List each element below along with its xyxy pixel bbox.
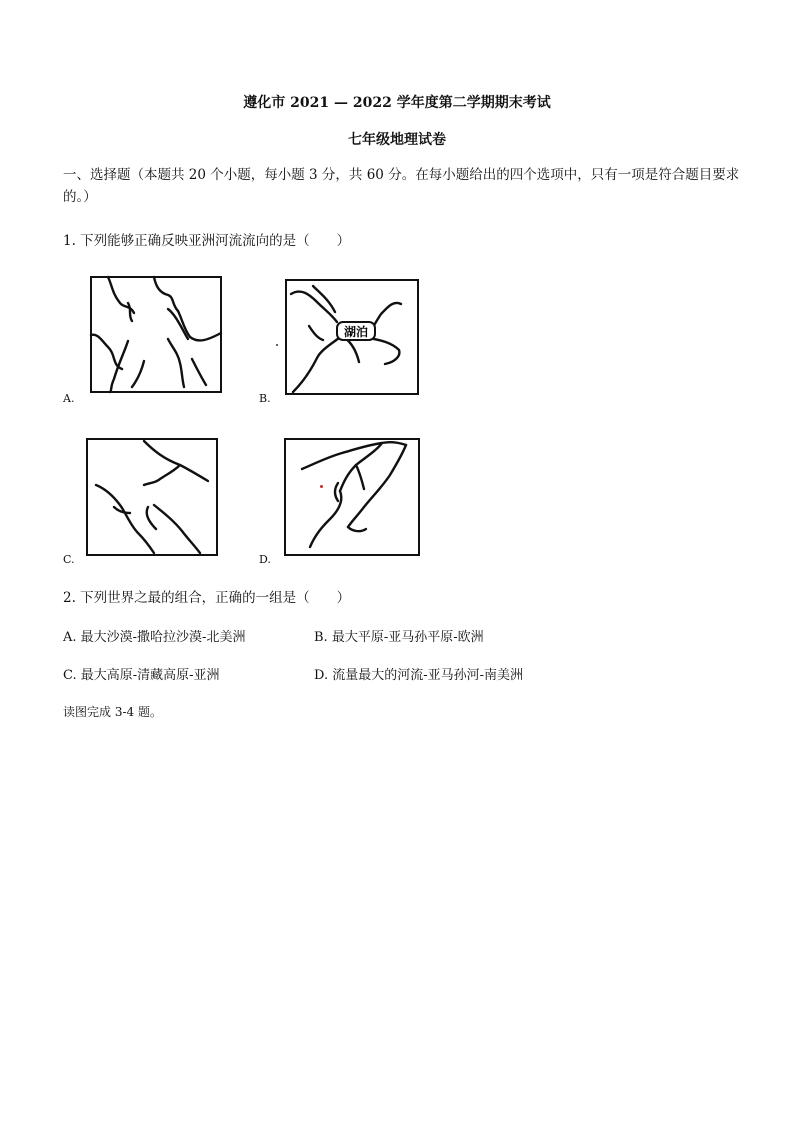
question-2-option-c: C. 最大高原-清藏高原-亚洲 [63, 668, 220, 683]
option-label-c: C. [63, 553, 75, 566]
scan-speck [276, 344, 278, 346]
option-label-b: B. [259, 392, 271, 405]
section-heading: 一、选择题（本题共 20 个小题，每小题 3 分，共 60 分。在每小题给出的四个选项中，只有一项是符合题目要求的。） [63, 167, 740, 205]
exam-title: 遵化市 2021 — 2022 学年度第二学期期末考试 [243, 95, 551, 111]
question-1-stem: 1. 下列能够正确反映亚洲河流流向的是（ ） [63, 233, 351, 249]
exam-subtitle: 七年级地理试卷 [348, 132, 446, 148]
question-2-option-d: D. 流量最大的河流-亚马孙河-南美洲 [314, 668, 524, 683]
question-2-option-b: B. 最大平原-亚马孙平原-欧洲 [314, 630, 484, 645]
scan-speck [320, 485, 323, 488]
question-2-stem: 2. 下列世界之最的组合，正确的一组是（ ） [63, 590, 351, 606]
river-map-c [84, 437, 220, 559]
river-map-b [283, 278, 421, 398]
river-map-a [88, 275, 224, 395]
option-label-a: A. [63, 392, 75, 405]
lake-label: 湖泊 [343, 325, 369, 339]
figure-note: 读图完成 3-4 题。 [63, 705, 162, 719]
question-2-option-a: A. 最大沙漠-撒哈拉沙漠-北美洲 [63, 630, 246, 645]
option-label-d: D. [259, 553, 271, 566]
river-map-d [282, 435, 422, 561]
